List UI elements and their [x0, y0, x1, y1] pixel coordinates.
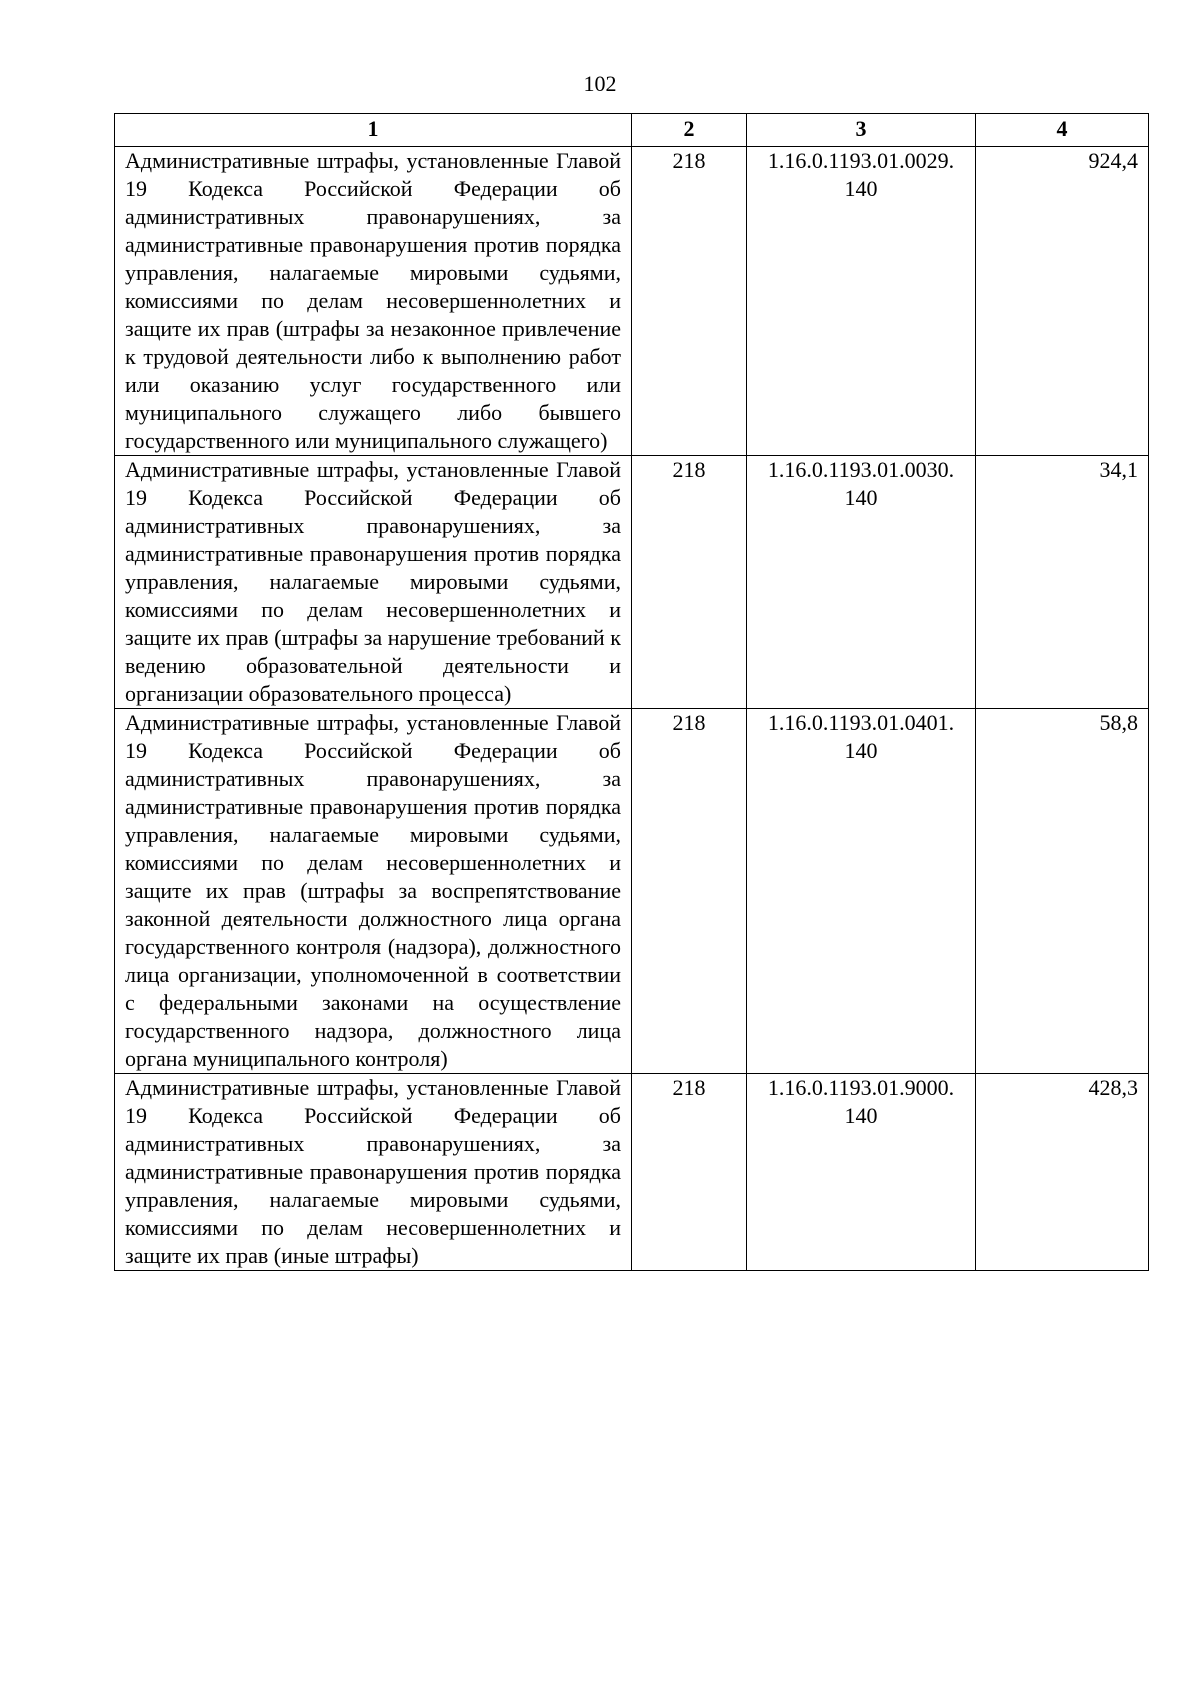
revenue-table	[114, 113, 1149, 1271]
administrator-code-cell: 218	[632, 1074, 747, 1271]
amount-cell: 58,8	[976, 709, 1149, 1074]
budget-classification-code-cell	[747, 1074, 976, 1271]
administrator-code-cell: 218	[632, 456, 747, 709]
table-row	[115, 456, 1149, 709]
revenue-name-cell: Административные штрафы, установленные Главой 19 Кодекса Российской Федерации об административных правонарушениях, за административные правонарушения против порядка управления, налагаемые мировыми судьями, комиссиями по делам несовершеннолетних и защите их прав (штрафы за нарушение требований к ведению образовательной деятельности и организации образовательного процесса)	[115, 456, 632, 709]
table-row	[115, 709, 1149, 1074]
column-header-1: 1	[115, 114, 632, 147]
header-row	[115, 114, 1149, 147]
table-header	[115, 114, 1149, 147]
column-header-2: 2	[632, 114, 747, 147]
revenue-name-cell: Административные штрафы, установленные Главой 19 Кодекса Российской Федерации об административных правонарушениях, за административные правонарушения против порядка управления, налагаемые мировыми судьями, комиссиями по делам несовершеннолетних и защите их прав (штрафы за незаконное привлечение к трудовой деятельности либо к выполнению работ или оказанию услуг государственного или муниципального служащего либо бывшего государственного или муниципального служащего)	[115, 147, 632, 456]
code-line-2: 140	[844, 485, 878, 510]
code-line-2: 140	[844, 738, 878, 763]
code-line-2: 140	[844, 176, 878, 201]
administrator-code-cell: 218	[632, 709, 747, 1074]
amount-cell: 924,4	[976, 147, 1149, 456]
table-row	[115, 147, 1149, 456]
code-line-1: 1.16.0.1193.01.0401.	[767, 710, 955, 735]
budget-classification-code-cell	[747, 147, 976, 456]
code-line-1: 1.16.0.1193.01.0029.	[767, 148, 955, 173]
amount-cell: 34,1	[976, 456, 1149, 709]
administrator-code-cell: 218	[632, 147, 747, 456]
code-line-1: 1.16.0.1193.01.0030.	[767, 457, 955, 482]
revenue-name-cell: Административные штрафы, установленные Главой 19 Кодекса Российской Федерации об административных правонарушениях, за административные правонарушения против порядка управления, налагаемые мировыми судьями, комиссиями по делам несовершеннолетних и защите их прав (иные штрафы)	[115, 1074, 632, 1271]
amount-cell: 428,3	[976, 1074, 1149, 1271]
budget-classification-code-cell	[747, 709, 976, 1074]
page-number: 102	[583, 71, 617, 96]
code-line-1: 1.16.0.1193.01.9000.	[767, 1075, 955, 1100]
column-header-3: 3	[747, 114, 976, 147]
revenue-name-cell: Административные штрафы, установленные Главой 19 Кодекса Российской Федерации об административных правонарушениях, за административные правонарушения против порядка управления, налагаемые мировыми судьями, комиссиями по делам несовершеннолетних и защите их прав (штрафы за воспрепятствование законной деятельности должностного лица органа государственного контроля (надзора), должностного лица организации, уполномоченной в соответствии с федеральными законами на осуществление государственного надзора, должностного лица органа муниципального контроля)	[115, 709, 632, 1074]
table-row	[115, 1074, 1149, 1271]
code-line-2: 140	[844, 1103, 878, 1128]
column-header-4: 4	[976, 114, 1149, 147]
table-body	[115, 147, 1149, 1271]
budget-classification-code-cell	[747, 456, 976, 709]
